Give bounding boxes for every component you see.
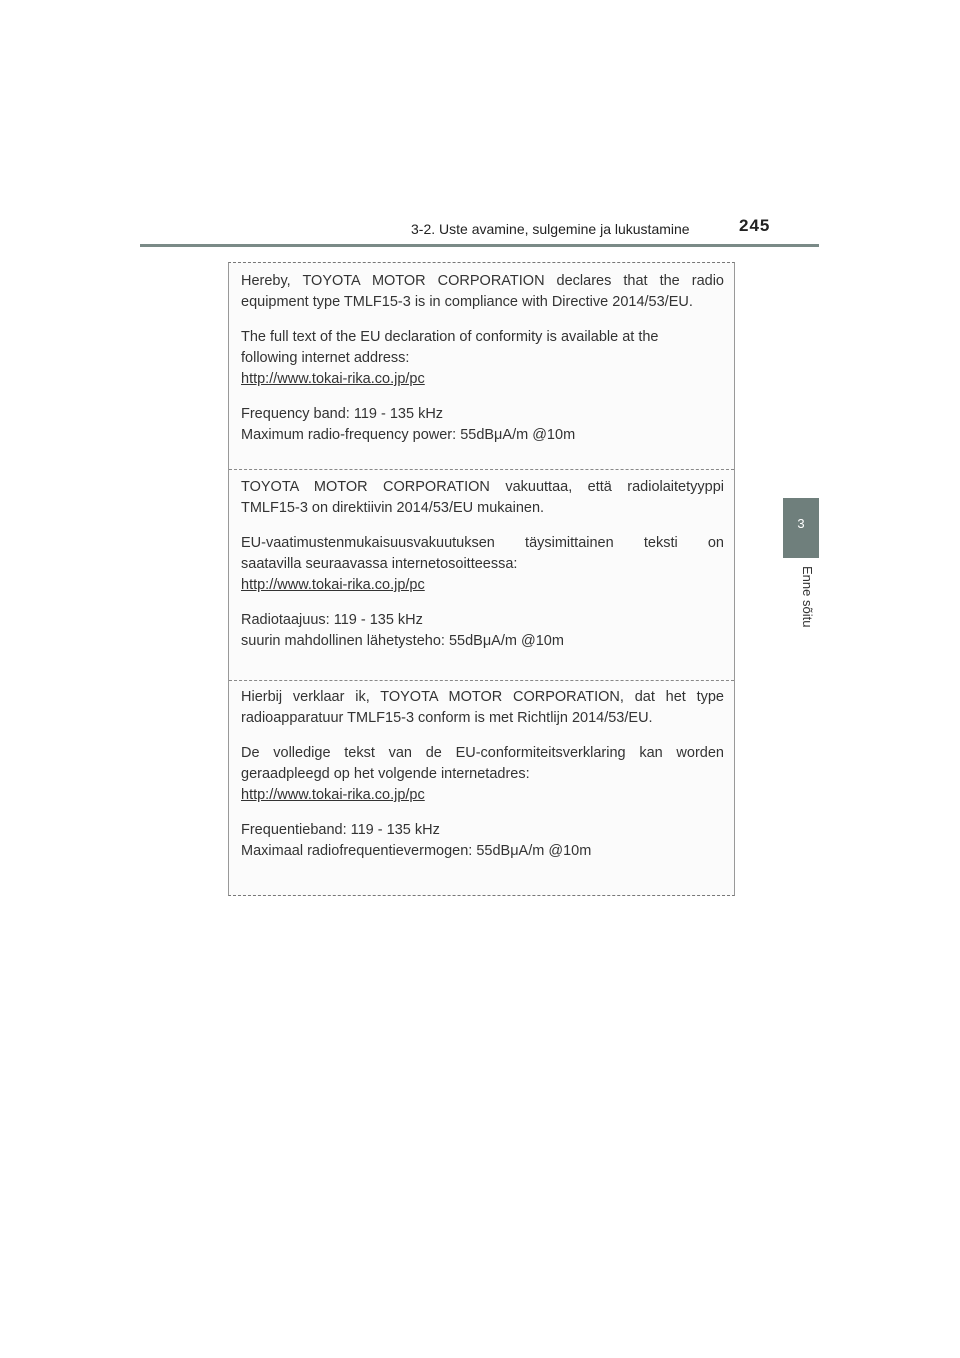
en-line-2: equipment type TMLF15-3 is in compliance with Directive 2014/53/EU.: [241, 294, 693, 310]
separator-1: [229, 469, 734, 470]
en-line-4: following internet address:: [241, 350, 410, 366]
en-power: Maximum radio-frequency power: 55dBμA/m @10m: [241, 427, 576, 443]
header-rule: [140, 244, 819, 247]
chapter-tab: [783, 498, 819, 558]
declaration-finnish: [229, 477, 734, 652]
fi-url-link[interactable]: http://www.tokai-rika.co.jp/pc: [241, 577, 425, 593]
nl-url-link[interactable]: http://www.tokai-rika.co.jp/pc: [241, 787, 425, 803]
chapter-number: 3: [797, 516, 805, 531]
fi-frequency: Radiotaajuus: 119 - 135 kHz: [241, 612, 423, 628]
declaration-dutch: [229, 687, 734, 862]
en-line-1: Hereby, TOYOTA MOTOR CORPORATION declares that the radio: [241, 273, 724, 289]
fi-line-2: TMLF15-3 on direktiivin 2014/53/EU mukainen.: [241, 500, 545, 516]
fi-line-3: EU-vaatimustenmukaisuusvakuutuksen täysimittainen teksti on: [241, 535, 724, 551]
fi-power: suurin mahdollinen lähetysteho: 55dBμA/m @10m: [241, 633, 564, 649]
en-line-3: The full text of the EU declaration of conformity is available at the: [241, 329, 659, 345]
en-frequency: Frequency band: 119 - 135 kHz: [241, 406, 444, 422]
chapter-title: Enne sõitu: [800, 566, 815, 628]
separator-2: [229, 680, 734, 681]
nl-line-1: Hierbij verklaar ik, TOYOTA MOTOR CORPORATION, dat het type: [241, 689, 724, 705]
nl-line-2: radioapparatuur TMLF15-3 conform is met Richtlijn 2014/53/EU.: [241, 710, 653, 726]
nl-frequency: Frequentieband: 119 - 135 kHz: [241, 822, 440, 838]
en-url-link[interactable]: http://www.tokai-rika.co.jp/pc: [241, 371, 425, 387]
declaration-scan: [228, 262, 735, 896]
page-number: 245: [739, 216, 771, 235]
nl-line-3: De volledige tekst van de EU-conformiteitsverklaring kan worden: [241, 745, 724, 761]
nl-line-4: geraadpleegd op het volgende internetadres:: [241, 766, 530, 782]
fi-line-1: TOYOTA MOTOR CORPORATION vakuuttaa, että radiolaitetyyppi: [241, 479, 724, 495]
declaration-english: [229, 271, 734, 446]
section-title: 3-2. Uste avamine, sulgemine ja lukustamine: [411, 221, 690, 237]
nl-power: Maximaal radiofrequentievermogen: 55dBμA/m @10m: [241, 843, 592, 859]
fi-line-4: saatavilla seuraavassa internetosoitteessa:: [241, 556, 518, 572]
